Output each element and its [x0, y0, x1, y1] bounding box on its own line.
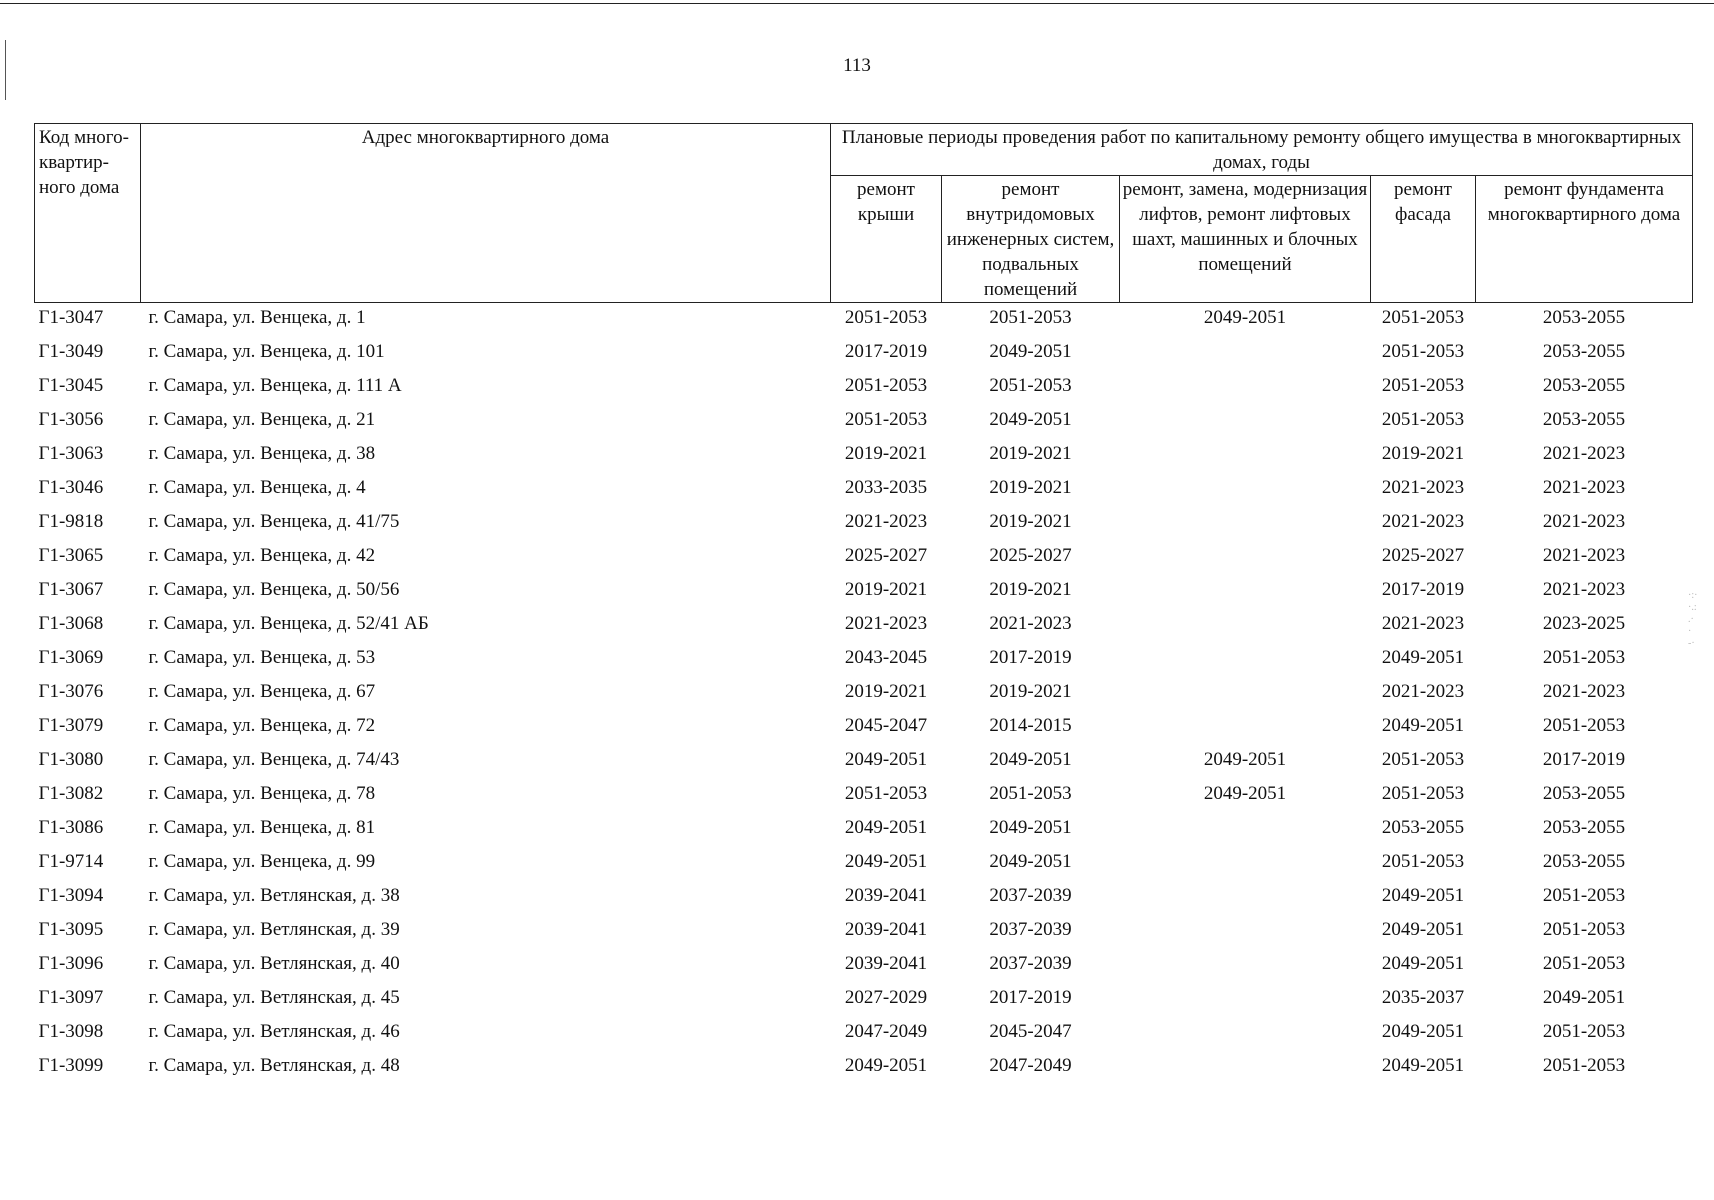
cell-elevators	[1120, 1019, 1371, 1053]
cell-code: Г1-3086	[38, 817, 104, 838]
cell-code: Г1-9714	[38, 851, 104, 872]
cell-code: Г1-3094	[38, 885, 104, 906]
cell-code: Г1-3049	[38, 341, 104, 362]
cell-facade: 2051-2053	[1381, 851, 1465, 872]
cell-roof: 2039-2041	[844, 919, 928, 940]
cell-roof: 2025-2027	[844, 545, 928, 566]
cell-address: г. Самара, ул. Ветлянская, д. 45	[148, 987, 400, 1008]
cell-address: г. Самара, ул. Венцека, д. 111 А	[148, 375, 402, 396]
cell-address: г. Самара, ул. Венцека, д. 74/43	[148, 749, 400, 770]
table-row	[35, 1019, 1693, 1053]
cell-systems: 2019-2021	[989, 443, 1072, 464]
cell-roof: 2049-2051	[844, 851, 928, 872]
table-row	[35, 985, 1693, 1019]
cell-systems: 2049-2051	[989, 851, 1072, 872]
table-row	[35, 951, 1693, 985]
cell-foundation: 2021-2023	[1542, 681, 1626, 702]
cell-foundation: 2051-2053	[1542, 885, 1626, 906]
table-header	[35, 124, 1693, 303]
cell-facade: 2049-2051	[1381, 715, 1465, 736]
cell-systems: 2021-2023	[989, 613, 1072, 634]
cell-elevators	[1120, 373, 1371, 407]
cell-roof: 2051-2053	[844, 409, 928, 430]
cell-address: г. Самара, ул. Венцека, д. 1	[148, 307, 366, 328]
cell-elevators	[1120, 645, 1371, 679]
cell-code: Г1-3046	[38, 477, 104, 498]
table-row	[35, 441, 1693, 475]
cell-facade: 2053-2055	[1381, 817, 1465, 838]
cell-address: г. Самара, ул. Венцека, д. 72	[148, 715, 376, 736]
cell-facade: 2051-2053	[1381, 749, 1465, 770]
cell-foundation: 2051-2053	[1542, 1055, 1626, 1076]
cell-systems: 2047-2049	[989, 1055, 1072, 1076]
cell-foundation: 2017-2019	[1542, 749, 1626, 770]
cell-systems: 2045-2047	[989, 1021, 1072, 1042]
cell-systems: 2051-2053	[989, 375, 1072, 396]
cell-systems: 2051-2053	[989, 783, 1072, 804]
cell-foundation: 2021-2023	[1542, 477, 1626, 498]
cell-roof: 2047-2049	[844, 1021, 928, 1042]
cell-code: Г1-3096	[38, 953, 104, 974]
cell-address: г. Самара, ул. Венцека, д. 81	[148, 817, 376, 838]
top-border-line	[0, 3, 1714, 4]
cell-elevators	[1120, 543, 1371, 577]
cell-roof: 2021-2023	[844, 613, 928, 634]
cell-systems: 2051-2053	[989, 307, 1072, 328]
cell-systems: 2017-2019	[989, 987, 1072, 1008]
cell-foundation: 2021-2023	[1542, 545, 1626, 566]
cell-elevators	[1120, 577, 1371, 611]
cell-elevators	[1120, 611, 1371, 645]
cell-foundation: 2051-2053	[1542, 919, 1626, 940]
cell-systems: 2037-2039	[989, 919, 1072, 940]
cell-address: г. Самара, ул. Венцека, д. 99	[148, 851, 376, 872]
table-row	[35, 917, 1693, 951]
cell-foundation: 2021-2023	[1542, 443, 1626, 464]
cell-roof: 2049-2051	[844, 1055, 928, 1076]
cell-elevators	[1120, 441, 1371, 475]
cell-roof: 2019-2021	[844, 443, 928, 464]
cell-address: г. Самара, ул. Венцека, д. 50/56	[148, 579, 400, 600]
cell-foundation: 2053-2055	[1542, 307, 1626, 328]
cell-foundation: 2023-2025	[1542, 613, 1626, 634]
cell-systems: 2014-2015	[989, 715, 1072, 736]
cell-foundation: 2053-2055	[1542, 375, 1626, 396]
cell-roof: 2019-2021	[844, 681, 928, 702]
cell-systems: 2037-2039	[989, 885, 1072, 906]
cell-address: г. Самара, ул. Венцека, д. 41/75	[148, 511, 400, 532]
cell-facade: 2049-2051	[1381, 647, 1465, 668]
cell-systems: 2049-2051	[989, 817, 1072, 838]
cell-foundation: 2051-2053	[1542, 1021, 1626, 1042]
cell-code: Г1-3065	[38, 545, 104, 566]
cell-roof: 2033-2035	[844, 477, 928, 498]
cell-code: Г1-3063	[38, 443, 104, 464]
cell-facade: 2049-2051	[1381, 919, 1465, 940]
cell-elevators	[1120, 917, 1371, 951]
cell-address: г. Самара, ул. Ветлянская, д. 48	[148, 1055, 400, 1076]
cell-foundation: 2049-2051	[1542, 987, 1626, 1008]
cell-address: г. Самара, ул. Ветлянская, д. 46	[148, 1021, 400, 1042]
cell-foundation: 2053-2055	[1542, 783, 1626, 804]
cell-roof: 2051-2053	[844, 375, 928, 396]
cell-address: г. Самара, ул. Венцека, д. 4	[148, 477, 366, 498]
cell-address: г. Самара, ул. Ветлянская, д. 39	[148, 919, 400, 940]
cell-foundation: 2021-2023	[1542, 579, 1626, 600]
cell-foundation: 2053-2055	[1542, 341, 1626, 362]
cell-facade: 2051-2053	[1381, 783, 1465, 804]
cell-elevators	[1120, 951, 1371, 985]
capital-repair-schedule-table	[34, 123, 1693, 1087]
cell-elevators	[1120, 713, 1371, 747]
cell-facade: 2051-2053	[1381, 307, 1465, 328]
cell-systems: 2019-2021	[989, 477, 1072, 498]
header-elevators: ремонт, замена, модернизация лифтов, ремонт лифтовых шахт, машинных и блочных помещений	[1120, 176, 1371, 303]
cell-address: г. Самара, ул. Венцека, д. 53	[148, 647, 376, 668]
cell-elevators	[1120, 475, 1371, 509]
cell-facade: 2051-2053	[1381, 341, 1465, 362]
cell-code: Г1-3080	[38, 749, 104, 770]
cell-roof: 2051-2053	[844, 307, 928, 328]
cell-code: Г1-3076	[38, 681, 104, 702]
cell-systems: 2019-2021	[989, 579, 1072, 600]
cell-code: Г1-3068	[38, 613, 104, 634]
cell-elevators	[1120, 815, 1371, 849]
cell-address: г. Самара, ул. Венцека, д. 38	[148, 443, 376, 464]
cell-facade: 2049-2051	[1381, 1055, 1465, 1076]
table-row	[35, 611, 1693, 645]
cell-code: Г1-3097	[38, 987, 104, 1008]
cell-facade: 2035-2037	[1381, 987, 1465, 1008]
cell-systems: 2019-2021	[989, 511, 1072, 532]
cell-systems: 2025-2027	[989, 545, 1072, 566]
cell-roof: 2017-2019	[844, 341, 928, 362]
table-row	[35, 645, 1693, 679]
cell-facade: 2049-2051	[1381, 953, 1465, 974]
cell-elevators: 2049-2051	[1203, 749, 1287, 770]
cell-address: г. Самара, ул. Ветлянская, д. 40	[148, 953, 400, 974]
cell-elevators	[1120, 1053, 1371, 1087]
cell-address: г. Самара, ул. Венцека, д. 101	[148, 341, 385, 362]
cell-foundation: 2051-2053	[1542, 715, 1626, 736]
cell-facade: 2021-2023	[1381, 477, 1465, 498]
table-row	[35, 475, 1693, 509]
cell-foundation: 2021-2023	[1542, 511, 1626, 532]
cell-code: Г1-3047	[38, 307, 104, 328]
cell-code: Г1-3098	[38, 1021, 104, 1042]
cell-address: г. Самара, ул. Венцека, д. 42	[148, 545, 376, 566]
cell-elevators	[1120, 985, 1371, 1019]
cell-elevators	[1120, 339, 1371, 373]
cell-facade: 2025-2027	[1381, 545, 1465, 566]
cell-elevators	[1120, 849, 1371, 883]
cell-roof: 2021-2023	[844, 511, 928, 532]
cell-elevators	[1120, 679, 1371, 713]
cell-roof: 2045-2047	[844, 715, 928, 736]
table-row	[35, 303, 1693, 340]
cell-code: Г1-3079	[38, 715, 104, 736]
cell-systems: 2049-2051	[989, 341, 1072, 362]
cell-address: г. Самара, ул. Венцека, д. 52/41 АБ	[148, 613, 429, 634]
header-systems: ремонт внутридомовых инженерных систем, подвальных помещений	[942, 176, 1120, 303]
cell-address: г. Самара, ул. Венцека, д. 21	[148, 409, 376, 430]
header-roof: ремонт крыши	[831, 176, 942, 303]
cell-facade: 2049-2051	[1381, 1021, 1465, 1042]
cell-roof: 2019-2021	[844, 579, 928, 600]
cell-facade: 2019-2021	[1381, 443, 1465, 464]
cell-facade: 2021-2023	[1381, 681, 1465, 702]
cell-systems: 2037-2039	[989, 953, 1072, 974]
table-row	[35, 679, 1693, 713]
cell-facade: 2021-2023	[1381, 511, 1465, 532]
cell-code: Г1-3067	[38, 579, 104, 600]
cell-roof: 2049-2051	[844, 817, 928, 838]
table-row	[35, 1053, 1693, 1087]
table-row	[35, 713, 1693, 747]
header-address: Адрес многоквартирного дома	[141, 124, 831, 303]
cell-systems: 2017-2019	[989, 647, 1072, 668]
table-row	[35, 883, 1693, 917]
cell-elevators	[1120, 883, 1371, 917]
cell-elevators: 2049-2051	[1203, 783, 1287, 804]
cell-address: г. Самара, ул. Венцека, д. 67	[148, 681, 376, 702]
cell-code: Г1-3045	[38, 375, 104, 396]
header-code: Код много-квартир-ного дома	[35, 124, 141, 303]
table-row	[35, 781, 1693, 815]
cell-roof: 2049-2051	[844, 749, 928, 770]
cell-foundation: 2053-2055	[1542, 817, 1626, 838]
cell-code: Г1-3099	[38, 1055, 104, 1076]
cell-roof: 2027-2029	[844, 987, 928, 1008]
cell-elevators: 2049-2051	[1203, 307, 1287, 328]
cell-facade: 2017-2019	[1381, 579, 1465, 600]
cell-code: Г1-9818	[38, 511, 104, 532]
cell-facade: 2051-2053	[1381, 375, 1465, 396]
cell-roof: 2039-2041	[844, 953, 928, 974]
cell-code: Г1-3082	[38, 783, 104, 804]
header-facade: ремонт фасада	[1371, 176, 1476, 303]
table-row	[35, 339, 1693, 373]
table-row	[35, 849, 1693, 883]
scan-artifact: ·:· ·.: .· · -·	[1688, 590, 1698, 649]
table-row	[35, 407, 1693, 441]
table-row	[35, 509, 1693, 543]
table-row	[35, 815, 1693, 849]
cell-roof: 2043-2045	[844, 647, 928, 668]
table-row	[35, 543, 1693, 577]
cell-foundation: 2053-2055	[1542, 409, 1626, 430]
cell-code: Г1-3095	[38, 919, 104, 940]
cell-systems: 2049-2051	[989, 749, 1072, 770]
page-number: 113	[843, 55, 871, 76]
cell-address: г. Самара, ул. Ветлянская, д. 38	[148, 885, 400, 906]
cell-facade: 2051-2053	[1381, 409, 1465, 430]
cell-systems: 2049-2051	[989, 409, 1072, 430]
header-foundation: ремонт фундамента многоквартирного дома	[1476, 176, 1693, 303]
table-row	[35, 747, 1693, 781]
cell-code: Г1-3069	[38, 647, 104, 668]
table-body	[35, 303, 1693, 1088]
cell-facade: 2021-2023	[1381, 613, 1465, 634]
cell-address: г. Самара, ул. Венцека, д. 78	[148, 783, 376, 804]
cell-elevators	[1120, 407, 1371, 441]
cell-foundation: 2051-2053	[1542, 953, 1626, 974]
cell-foundation: 2051-2053	[1542, 647, 1626, 668]
cell-code: Г1-3056	[38, 409, 104, 430]
cell-foundation: 2053-2055	[1542, 851, 1626, 872]
cell-roof: 2051-2053	[844, 783, 928, 804]
cell-systems: 2019-2021	[989, 681, 1072, 702]
table-row	[35, 577, 1693, 611]
cell-roof: 2039-2041	[844, 885, 928, 906]
cell-elevators	[1120, 509, 1371, 543]
cell-facade: 2049-2051	[1381, 885, 1465, 906]
table-row	[35, 373, 1693, 407]
header-periods-group: Плановые периоды проведения работ по капитальному ремонту общего имущества в многоквартирных домах, годы	[831, 124, 1693, 176]
